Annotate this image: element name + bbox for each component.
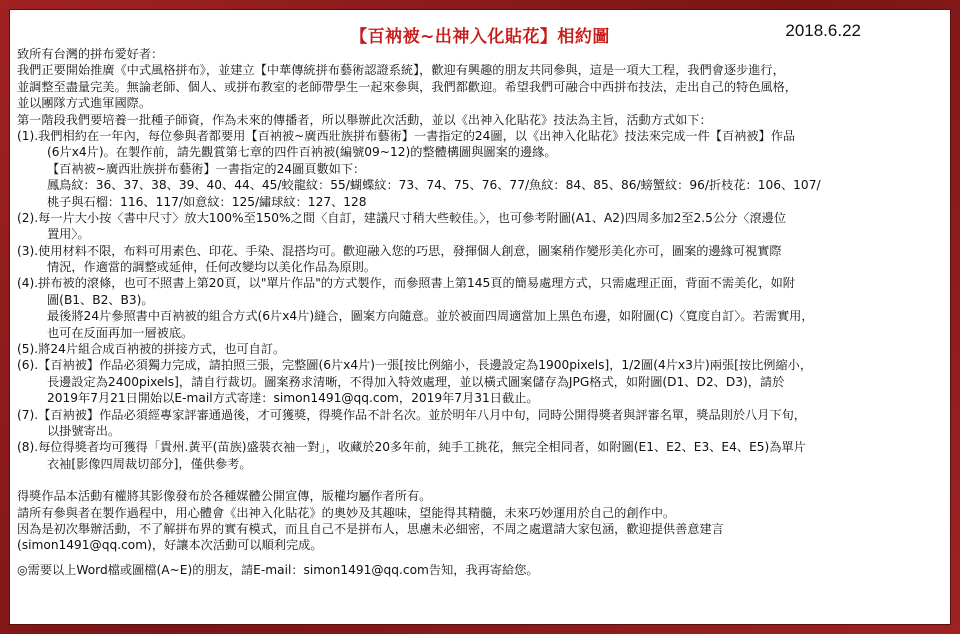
item-4-cont: 最後將24片參照書中百衲被的組合方式(6片x4片)縫合，圖案方向隨意。並於被面四周適當加上黑色布邊，如附圖(C)〈寬度自訂〉。若需實用，	[47, 309, 814, 324]
item-8: (8).每位得獎者均可獲得「貴州.黃平(苗族)盛裝衣袖一對」，收藏於20多年前，純手工挑花，無完全相同者，如附圖(E1、E2、E3、E4、E5)為單片	[17, 440, 806, 455]
document-date: 2018.6.22	[785, 21, 861, 40]
item-1-cont: 桃子與石榴：116、117/如意紋：125/繡球紋：127、128	[47, 194, 367, 209]
closing-line: 請所有參與者在製作過程中，用心體會《出神入化貼花》的奧妙及其趣味，望能得其精髓，未來巧妙運用於自己的創作中。	[17, 505, 676, 520]
item-2: (2).每一片大小按〈書中尺寸〉放大100%至150%之間〈自訂，建議尺寸稍大些較佳。〉，也可參考附圖(A1、A2)四周多加2至2.5公分〈滾邊位	[17, 210, 787, 225]
item-2-cont: 置用〉。	[47, 227, 90, 242]
item-1-cont: 鳳鳥紋：36、37、38、39、40、44、45/蛟龍紋：55/蝴蝶紋：73、74、75、76、77/魚紋：84、85、86/螃蟹紋：96/折枝花：106、107/	[47, 178, 821, 193]
item-6: (6).【百衲被】作品必須獨力完成，請拍照三張，完整圖(6片x4片)一張[按比例縮小，長邊設定為1900pixels]，1/2圖(4片x3片)兩張[按比例縮小，	[17, 358, 813, 373]
closing-line: 得獎作品本活動有權將其影像發布於各種媒體公開宣傳，版權均屬作者所有。	[17, 489, 432, 504]
item-7: (7).【百衲被】作品必須經專家評審通過後，才可獲獎，得獎作品不計名次。並於明年八月中旬，同時公開得獎者與評審名單，獎品則於八月下旬，	[17, 407, 806, 422]
intro-line: 並以團隊方式進軍國際。	[17, 96, 152, 111]
item-5: (5).將24片組合成百衲被的拼接方式，也可自訂。	[17, 342, 286, 357]
spacer	[17, 472, 945, 488]
spacer	[17, 554, 945, 562]
note-line: ◎需要以上Word檔或圖檔(A~E)的朋友，請E-mail：simon1491@qq.com告知，我再寄給您。	[17, 562, 539, 577]
document-page	[9, 9, 951, 625]
closing-line: (simon1491@qq.com)，好讓本次活動可以順利完成。	[17, 538, 323, 553]
document-title: 【百衲被~出神入化貼花】相約圖	[350, 27, 610, 47]
greeting: 致所有台灣的拼布愛好者：	[17, 47, 164, 61]
item-6-cont: 長邊設定為2400pixels]，請自行裁切。圖案務求清晰，不得加入特效處理，並以橫式圖案儲存為JPG格式，如附圖(D1、D2、D3)，請於	[47, 374, 785, 389]
item-1: (1).我們相約在一年內，每位參與者都要用【百衲被~廣西壯族拼布藝術】一書指定的24圖，以《出神入化貼花》技法來完成一件【百衲被】作品	[17, 128, 796, 143]
item-3-cont: 情況，作適當的調整或延伸，任何改變均以美化作品為原則。	[47, 260, 377, 275]
document-body	[17, 46, 945, 578]
item-1-cont: (6片x4片)。在製作前，請先觀賞第七章的四件百衲被(編號09~12)的整體構圖與圖案的邊緣。	[47, 145, 557, 160]
intro-line: 我們正要開始推廣《中式風格拼布》，並建立【中華傳統拼布藝術認證系統】，歡迎有興趣的朋友共同參與，這是一項大工程，我們會逐步進行，	[17, 63, 785, 78]
item-7-cont: 以掛號寄出。	[47, 423, 121, 438]
item-4-cont: 圖(B1、B2、B3)。	[47, 292, 154, 307]
item-3: (3).使用材料不限，布料可用素色、印花、手染、混搭均可。歡迎融入您的巧思，發揮個人創意，圖案稍作變形美化亦可，圖案的邊緣可視實際	[17, 243, 782, 258]
intro-line: 並調整至盡量完美。無論老師、個人、或拼布教室的老師帶學生一起來參與，我們都歡迎。希望我們可融合中西拼布技法，走出自己的特色風格，	[17, 79, 797, 94]
closing-line: 因為是初次舉辦活動，不了解拼布界的實有模式，而且自己不是拼布人，思慮未必細密，不周之處還請大家包涵，歡迎提供善意建言	[17, 521, 724, 536]
stage-line: 第一階段我們要培養一批種子師資，作為未來的傳播者，所以舉辦此次活動，並以《出神入化貼花》技法為主旨，活動方式如下：	[17, 112, 712, 127]
item-8-cont: 衣袖[影像四周裁切部分]，僅供參考。	[47, 456, 252, 471]
item-1-cont: 【百衲被~廣西壯族拼布藝術】一書指定的24圖頁數如下：	[47, 161, 366, 176]
item-4-cont: 也可在反面再加一層被底。	[47, 325, 194, 340]
item-4: (4).拼布被的滾條，也可不照書上第20頁，以"單片作品"的方式製作，而參照書上第145頁的簡易處理方式，只需處理正面，背面不需美化，如附	[17, 276, 795, 291]
item-6-cont: 2019年7月21日開始以E-mail方式寄達：simon1491@qq.com，2019年7月31日截止。	[47, 391, 539, 406]
